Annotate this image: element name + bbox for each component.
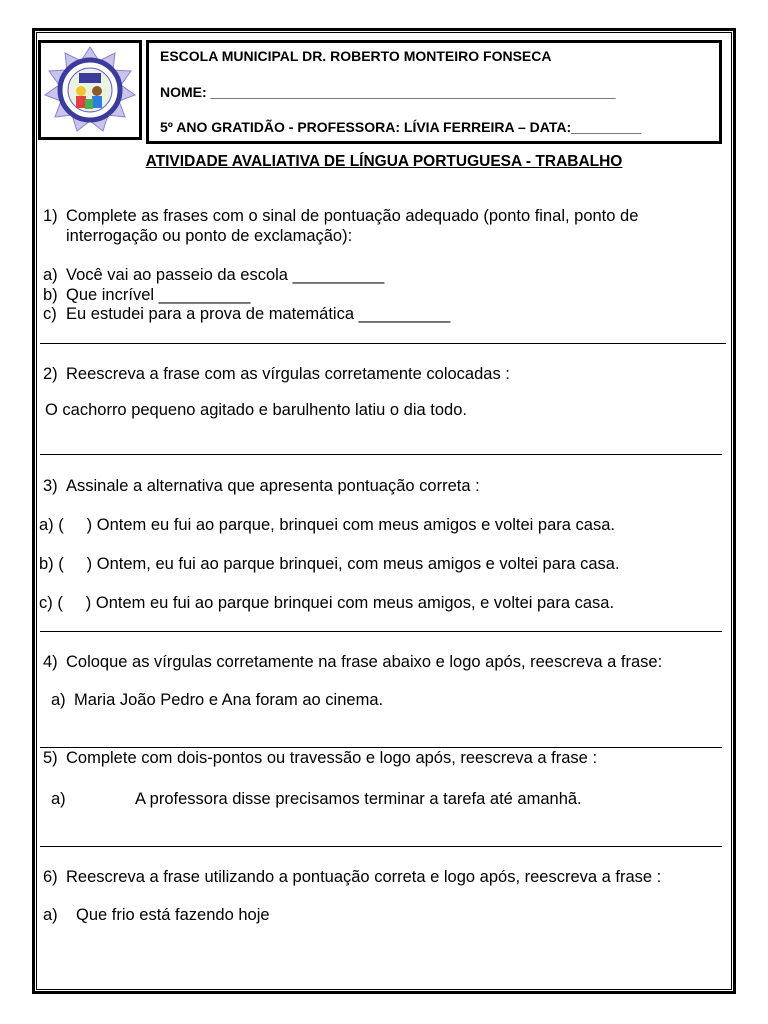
separator-line <box>40 454 722 455</box>
list-item: a) A professora disse precisamos terminar a tarefa até amanhã. <box>51 790 582 808</box>
list-item: a) Maria João Pedro e Ana foram ao cinema. <box>51 691 384 709</box>
option-b: b) ( ) Ontem, eu fui ao parque brinquei, com meus amigos e voltei para casa. <box>39 555 620 573</box>
header-box <box>146 40 722 144</box>
logo-frame <box>38 40 142 140</box>
question-number: 1) <box>43 207 58 225</box>
school-emblem-icon <box>41 43 139 137</box>
question-1-continuation: interrogação ou ponto de exclamação): <box>66 227 353 245</box>
answer-box[interactable]: ( ) <box>58 516 93 534</box>
question-1 <box>43 207 638 226</box>
question-3: 3) Assinale a alternativa que apresenta pontuação correta : <box>43 477 480 495</box>
separator-line <box>40 846 722 847</box>
list-item: c) Eu estudei para a prova de matemática __________ <box>43 305 451 323</box>
question-4: 4) Coloque as vírgulas corretamente na frase abaixo e logo após, reescreva a frase: <box>43 653 663 671</box>
school-name: ESCOLA MUNICIPAL DR. ROBERTO MONTEIRO FONSECA <box>160 48 552 64</box>
separator-line <box>40 631 722 632</box>
separator-line <box>40 747 722 748</box>
question-5: 5) Complete com dois-pontos ou travessão e logo após, reescreva a frase : <box>43 749 598 767</box>
list-item: a) Que frio está fazendo hoje <box>43 906 270 924</box>
list-item: b) Que incrível __________ <box>43 286 251 304</box>
question-text: Complete as frases com o sinal de pontuação adequado (ponto final, ponto de <box>66 207 639 225</box>
separator-line <box>40 343 726 344</box>
name-field-line: NOME: ____________________________________________________ <box>160 84 616 100</box>
page-title: ATIVIDADE AVALIATIVA DE LÍNGUA PORTUGUESA - TRABALHO <box>145 153 623 170</box>
option-a: a) ( ) Ontem eu fui ao parque, brinquei com meus amigos e voltei para casa. <box>39 516 615 534</box>
class-teacher-date-line: 5º ANO GRATIDÃO - PROFESSORA: LÍVIA FERREIRA – DATA:_________ <box>160 119 642 135</box>
list-item: a) Você vai ao passeio da escola __________ <box>43 266 385 284</box>
question-6: 6) Reescreva a frase utilizando a pontuação correta e logo após, reescreva a frase : <box>43 868 662 886</box>
answer-box[interactable]: ( ) <box>57 594 92 612</box>
answer-box[interactable]: ( ) <box>58 555 93 573</box>
question-2-sentence: O cachorro pequeno agitado e barulhento latiu o dia todo. <box>45 401 467 419</box>
question-2: 2) Reescreva a frase com as vírgulas corretamente colocadas : <box>43 365 510 383</box>
option-c: c) ( ) Ontem eu fui ao parque brinquei com meus amigos, e voltei para casa. <box>39 594 615 612</box>
